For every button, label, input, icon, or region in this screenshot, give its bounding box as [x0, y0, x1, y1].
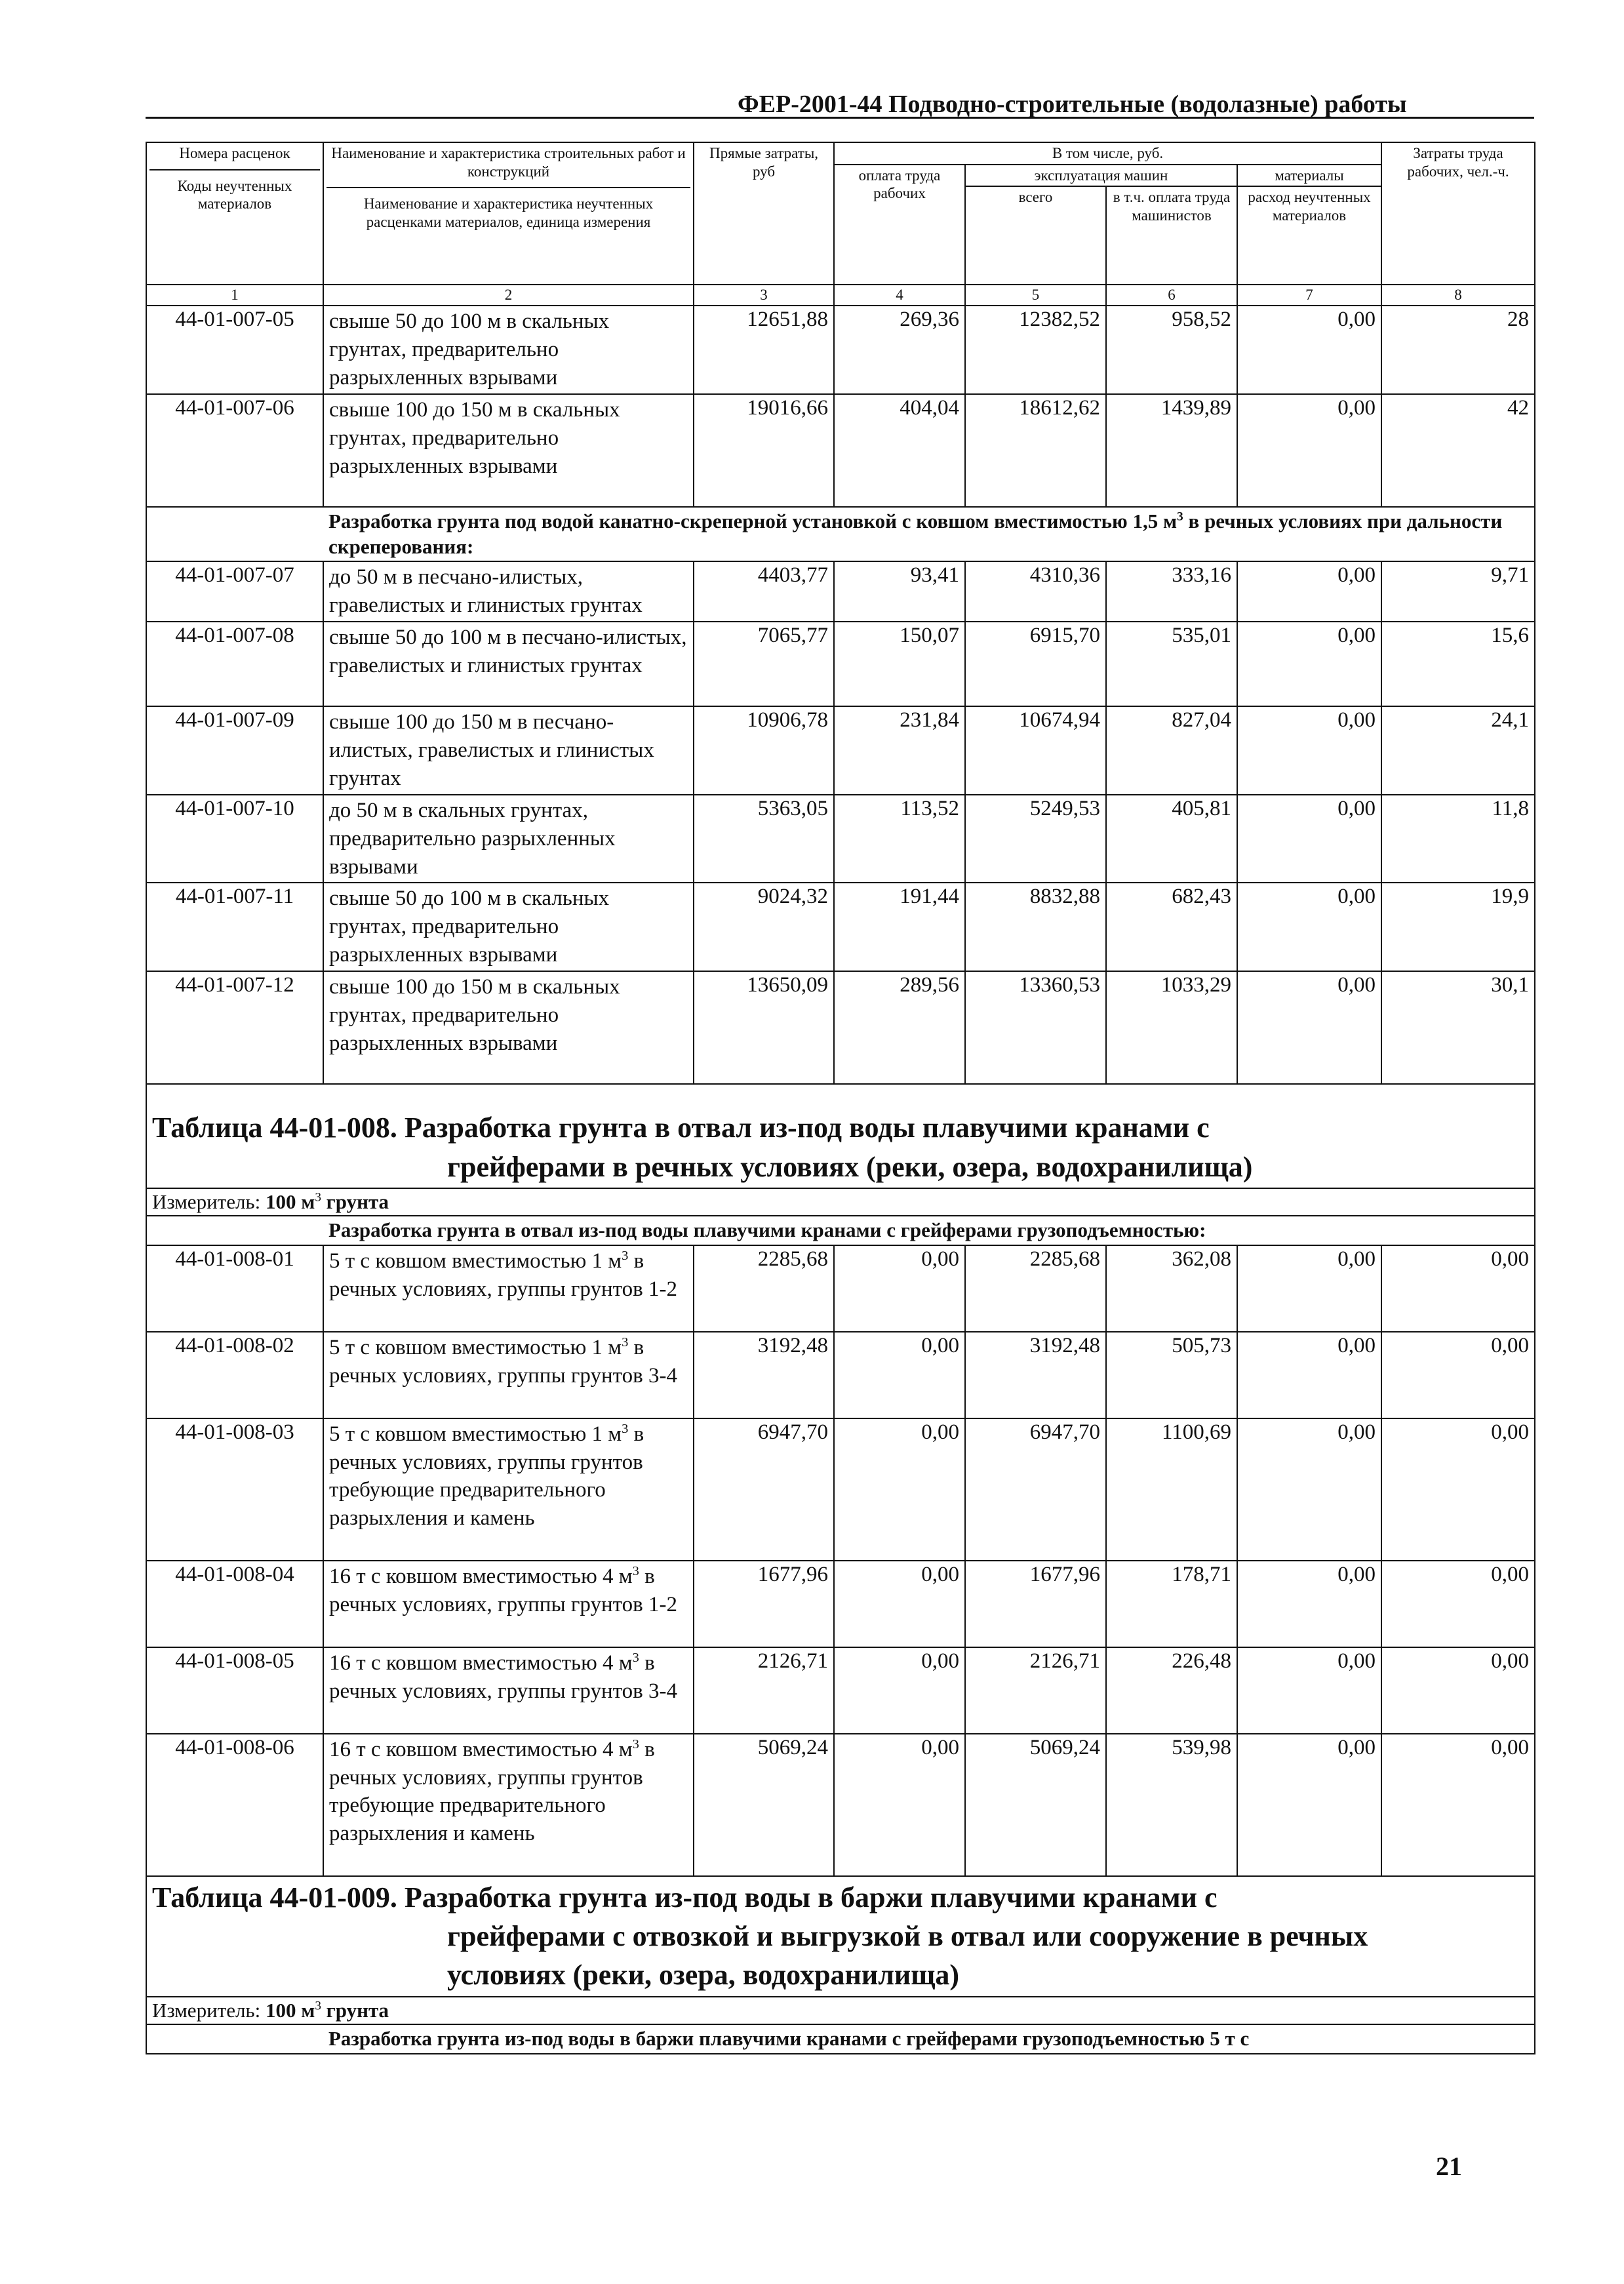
table-row — [146, 394, 1535, 507]
operator-cost: 539,98 — [1106, 1734, 1237, 1876]
machine-cost: 12382,52 — [965, 306, 1106, 394]
table-row — [146, 306, 1535, 394]
rate-name — [323, 1647, 694, 1734]
rate-code: 44-01-007-11 — [146, 883, 323, 971]
measure-sup: 3 — [315, 1999, 321, 2013]
material-cost: 0,00 — [1237, 706, 1381, 795]
machine-cost: 6915,70 — [965, 622, 1106, 706]
column-number-row — [146, 285, 1535, 306]
rate-code: 44-01-007-06 — [146, 394, 323, 507]
measure-value: 100 м — [265, 1190, 315, 1213]
rate-code: 44-01-007-09 — [146, 706, 323, 795]
machine-cost: 3192,48 — [965, 1332, 1106, 1418]
col-number: 7 — [1237, 285, 1381, 306]
labor-hours: 9,71 — [1381, 561, 1535, 622]
table-008-title-line1: Таблица 44-01-008. Разработка грунта в отвал из-под воды плавучими кранами с — [152, 1112, 1210, 1144]
rate-code: 44-01-007-08 — [146, 622, 323, 706]
table-008-title-line2: грейферами в речных условиях (реки, озера, водохранилища) — [447, 1150, 1253, 1183]
table-008-measure-row — [146, 1188, 1535, 1216]
operator-cost: 827,04 — [1106, 706, 1237, 795]
table-row — [146, 1245, 1535, 1332]
material-cost: 0,00 — [1237, 306, 1381, 394]
operator-cost: 362,08 — [1106, 1245, 1237, 1332]
labor-cost: 0,00 — [834, 1734, 965, 1876]
rate-code: 44-01-008-06 — [146, 1734, 323, 1876]
labor-cost: 191,44 — [834, 883, 965, 971]
direct-cost: 5363,05 — [694, 795, 834, 883]
col-number: 5 — [965, 285, 1106, 306]
table-row — [146, 1647, 1535, 1734]
operator-cost: 1100,69 — [1106, 1418, 1237, 1561]
rate-name-part: в речных условиях, группы грунтов 3-4 — [329, 1651, 677, 1703]
machine-cost: 8832,88 — [965, 883, 1106, 971]
rate-code: 44-01-008-03 — [146, 1418, 323, 1561]
rate-code: 44-01-007-05 — [146, 306, 323, 394]
col-header-labor: оплата труда рабочих — [834, 165, 965, 285]
labor-cost: 0,00 — [834, 1332, 965, 1418]
rate-name-sup: 3 — [632, 1563, 639, 1578]
rate-name-sup: 3 — [632, 1736, 639, 1752]
table-009-title-row — [146, 1876, 1535, 1997]
labor-hours: 0,00 — [1381, 1332, 1535, 1418]
name-header-bottom: Наименование и характеристика неучтенных расценками материалов, единица измерения — [363, 195, 654, 230]
operator-cost: 178,71 — [1106, 1561, 1237, 1647]
rate-name-part: 16 т с ковшом вместимостью 4 м — [329, 1651, 633, 1675]
material-cost: 0,00 — [1237, 1647, 1381, 1734]
table-row — [146, 1418, 1535, 1561]
rate-name-part: 5 т с ковшом вместимостью 1 м — [329, 1249, 622, 1273]
col-header-mat-unaccounted: расход неучтенных материалов — [1237, 186, 1381, 285]
rate-code: 44-01-008-01 — [146, 1245, 323, 1332]
rate-name-part: 16 т с ковшом вместимостью 4 м — [329, 1564, 633, 1588]
material-cost: 0,00 — [1237, 1734, 1381, 1876]
rate-name-part: 5 т с ковшом вместимостью 1 м — [329, 1335, 622, 1359]
material-cost: 0,00 — [1237, 1561, 1381, 1647]
table-008-measure — [146, 1188, 1535, 1216]
table-row — [146, 1734, 1535, 1876]
labor-hours: 0,00 — [1381, 1734, 1535, 1876]
machine-cost: 5069,24 — [965, 1734, 1106, 1876]
table-row — [146, 1561, 1535, 1647]
material-cost: 0,00 — [1237, 1332, 1381, 1418]
rate-name — [323, 1418, 694, 1561]
rate-code: 44-01-008-04 — [146, 1561, 323, 1647]
direct-cost: 19016,66 — [694, 394, 834, 507]
rate-name-part: 5 т с ковшом вместимостью 1 м — [329, 1422, 622, 1446]
rate-name — [323, 1245, 694, 1332]
measure-unit: грунта — [321, 1998, 389, 2022]
col-number: 1 — [146, 285, 323, 306]
section-spacer — [146, 1216, 323, 1245]
machine-cost: 5249,53 — [965, 795, 1106, 883]
table-009-title-line2: грейферами с отвозкой и выгрузкой в отвал или сооружение в речных — [447, 1920, 1368, 1953]
operator-cost: 226,48 — [1106, 1647, 1237, 1734]
operator-cost: 505,73 — [1106, 1332, 1237, 1418]
labor-hours: 42 — [1381, 394, 1535, 507]
section-title: Разработка грунта из-под воды в баржи плавучими кранами с грейферами грузоподъемностью 5 т с — [323, 2024, 1535, 2054]
rate-name: свыше 50 до 100 м в песчано-илистых, гравелистых и глинистых грунтах — [323, 622, 694, 706]
col-number: 3 — [694, 285, 834, 306]
operator-cost: 405,81 — [1106, 795, 1237, 883]
measure-value: 100 м — [265, 1998, 315, 2022]
labor-hours: 15,6 — [1381, 622, 1535, 706]
table-009-title — [146, 1876, 1535, 1997]
code-header-bottom: Коды неучтенных материалов — [177, 177, 292, 212]
table-row — [146, 622, 1535, 706]
labor-hours: 28 — [1381, 306, 1535, 394]
section-text: Разработка грунта под водой канатно-скреперной установкой с ковшом вместимостью 1,5 м — [328, 509, 1178, 532]
labor-hours: 19,9 — [1381, 883, 1535, 971]
labor-cost: 0,00 — [834, 1418, 965, 1561]
labor-cost: 404,04 — [834, 394, 965, 507]
labor-hours: 0,00 — [1381, 1418, 1535, 1561]
direct-cost: 13650,09 — [694, 971, 834, 1084]
section-spacer — [146, 2024, 323, 2054]
material-cost: 0,00 — [1237, 795, 1381, 883]
rate-name: свыше 50 до 100 м в скальных грунтах, предварительно разрыхленных взрывами — [323, 883, 694, 971]
page-number: 21 — [1436, 2152, 1462, 2181]
direct-cost: 2126,71 — [694, 1647, 834, 1734]
rate-code: 44-01-008-05 — [146, 1647, 323, 1734]
direct-cost: 1677,96 — [694, 1561, 834, 1647]
labor-cost: 231,84 — [834, 706, 965, 795]
section-row — [146, 507, 1535, 562]
col-number: 8 — [1381, 285, 1535, 306]
rate-name-part: 16 т с ковшом вместимостью 4 м — [329, 1737, 633, 1761]
labor-cost: 0,00 — [834, 1561, 965, 1647]
machine-cost: 2285,68 — [965, 1245, 1106, 1332]
measure-sup: 3 — [315, 1190, 321, 1205]
rate-name-part: в речных условиях, группы грунтов 1-2 — [329, 1249, 677, 1301]
labor-hours: 0,00 — [1381, 1647, 1535, 1734]
rate-name — [323, 1332, 694, 1418]
rate-code: 44-01-008-02 — [146, 1332, 323, 1418]
machine-cost: 13360,53 — [965, 971, 1106, 1084]
direct-cost: 3192,48 — [694, 1332, 834, 1418]
rate-code: 44-01-007-12 — [146, 971, 323, 1084]
col-header-materials: материалы — [1237, 165, 1381, 187]
operator-cost: 333,16 — [1106, 561, 1237, 622]
rate-name-part: в речных условиях, группы грунтов 3-4 — [329, 1335, 677, 1388]
labor-cost: 0,00 — [834, 1647, 965, 1734]
direct-cost: 10906,78 — [694, 706, 834, 795]
rate-code: 44-01-007-10 — [146, 795, 323, 883]
labor-hours: 30,1 — [1381, 971, 1535, 1084]
labor-hours: 0,00 — [1381, 1561, 1535, 1647]
rate-name — [323, 1561, 694, 1647]
machine-cost: 2126,71 — [965, 1647, 1106, 1734]
header-rule — [146, 117, 1534, 119]
operator-cost: 1033,29 — [1106, 971, 1237, 1084]
col-header-incl: В том числе, руб. — [834, 142, 1381, 165]
direct-cost: 12651,88 — [694, 306, 834, 394]
material-cost: 0,00 — [1237, 1418, 1381, 1561]
direct-cost: 2285,68 — [694, 1245, 834, 1332]
section-spacer — [146, 507, 323, 562]
col-header-hours: Затраты труда рабочих, чел.-ч. — [1381, 142, 1535, 285]
col-header-direct: Прямые затраты, руб — [694, 142, 834, 285]
table-009-measure — [146, 1997, 1535, 2024]
table-row — [146, 971, 1535, 1084]
code-header-divider — [149, 169, 320, 170]
machine-cost: 10674,94 — [965, 706, 1106, 795]
material-cost: 0,00 — [1237, 1245, 1381, 1332]
table-009-title-line3: условиях (реки, озера, водохранилища) — [447, 1959, 960, 1992]
page-header-title: ФЕР-2001-44 Подводно-строительные (водолазные) работы — [738, 90, 1407, 118]
section-sup: 3 — [1177, 510, 1183, 524]
col-header-mach-operators: в т.ч. оплата труда машинистов — [1106, 186, 1237, 285]
material-cost: 0,00 — [1237, 883, 1381, 971]
col-header-code — [146, 142, 323, 285]
labor-hours: 11,8 — [1381, 795, 1535, 883]
labor-cost: 269,36 — [834, 306, 965, 394]
machine-cost: 1677,96 — [965, 1561, 1106, 1647]
labor-cost: 93,41 — [834, 561, 965, 622]
section-title: Разработка грунта в отвал из-под воды плавучими кранами с грейферами грузоподъемностью: — [323, 1216, 1535, 1245]
col-number: 2 — [323, 285, 694, 306]
col-header-mach-total: всего — [965, 186, 1106, 285]
table-009-title-line1: Таблица 44-01-009. Разработка грунта из-под воды в баржи плавучими кранами с — [152, 1881, 1218, 1913]
section-row — [146, 1216, 1535, 1245]
measure-unit: грунта — [321, 1190, 389, 1213]
name-header-divider — [327, 187, 690, 188]
direct-cost: 9024,32 — [694, 883, 834, 971]
operator-cost: 682,43 — [1106, 883, 1237, 971]
machine-cost: 6947,70 — [965, 1418, 1106, 1561]
col-number: 6 — [1106, 285, 1237, 306]
rate-name: до 50 м в песчано-илистых, гравелистых и глинистых грунтах — [323, 561, 694, 622]
material-cost: 0,00 — [1237, 622, 1381, 706]
material-cost: 0,00 — [1237, 971, 1381, 1084]
direct-cost: 7065,77 — [694, 622, 834, 706]
operator-cost: 535,01 — [1106, 622, 1237, 706]
table-008-title — [146, 1084, 1535, 1188]
rate-name-sup: 3 — [622, 1248, 629, 1263]
rate-name-part: в речных условиях, группы грунтов требующие предварительного разрыхления и камень — [329, 1737, 655, 1846]
col-header-name — [323, 142, 694, 285]
table-row — [146, 706, 1535, 795]
direct-cost: 4403,77 — [694, 561, 834, 622]
direct-cost: 6947,70 — [694, 1418, 834, 1561]
labor-cost: 150,07 — [834, 622, 965, 706]
rate-name-sup: 3 — [622, 1334, 629, 1350]
labor-cost: 289,56 — [834, 971, 965, 1084]
labor-hours: 0,00 — [1381, 1245, 1535, 1332]
table-row — [146, 795, 1535, 883]
operator-cost: 958,52 — [1106, 306, 1237, 394]
name-header-top: Наименование и характеристика строительных работ и конструкций — [331, 145, 686, 180]
material-cost: 0,00 — [1237, 394, 1381, 507]
labor-cost: 0,00 — [834, 1245, 965, 1332]
rate-name: свыше 50 до 100 м в скальных грунтах, предварительно разрыхленных взрывами — [323, 306, 694, 394]
rate-name: свыше 100 до 150 м в песчано-илистых, гравелистых и глинистых грунтах — [323, 706, 694, 795]
col-number: 4 — [834, 285, 965, 306]
direct-cost: 5069,24 — [694, 1734, 834, 1876]
rate-name-part: в речных условиях, группы грунтов 1-2 — [329, 1564, 677, 1616]
section-title — [323, 507, 1535, 562]
section-text-after: в речных условиях при дальности скреперования: — [328, 509, 1503, 558]
rates-table — [146, 142, 1535, 2054]
labor-hours: 24,1 — [1381, 706, 1535, 795]
rate-name: до 50 м в скальных грунтах, предварительно разрыхленных взрывами — [323, 795, 694, 883]
rate-name: свыше 100 до 150 м в скальных грунтах, предварительно разрыхленных взрывами — [323, 394, 694, 507]
machine-cost: 18612,62 — [965, 394, 1106, 507]
rate-name — [323, 1734, 694, 1876]
table-009-measure-row — [146, 1997, 1535, 2024]
rate-name: свыше 100 до 150 м в скальных грунтах, предварительно разрыхленных взрывами — [323, 971, 694, 1084]
table-row — [146, 883, 1535, 971]
section-row — [146, 2024, 1535, 2054]
rate-code: 44-01-007-07 — [146, 561, 323, 622]
table-row — [146, 561, 1535, 622]
rate-name-sup: 3 — [622, 1421, 629, 1436]
measure-label: Измеритель: — [152, 1190, 266, 1213]
col-header-machines: эксплуатация машин — [965, 165, 1237, 187]
table-row — [146, 1332, 1535, 1418]
rate-name-part: в речных условиях, группы грунтов требующие предварительного разрыхления и камень — [329, 1422, 644, 1531]
measure-label: Измеритель: — [152, 1998, 266, 2022]
material-cost: 0,00 — [1237, 561, 1381, 622]
header-row-1 — [146, 142, 1535, 165]
code-header-top: Номера расценок — [179, 145, 290, 161]
machine-cost: 4310,36 — [965, 561, 1106, 622]
labor-cost: 113,52 — [834, 795, 965, 883]
operator-cost: 1439,89 — [1106, 394, 1237, 507]
rate-name-sup: 3 — [632, 1650, 639, 1665]
table-008-title-row — [146, 1084, 1535, 1188]
